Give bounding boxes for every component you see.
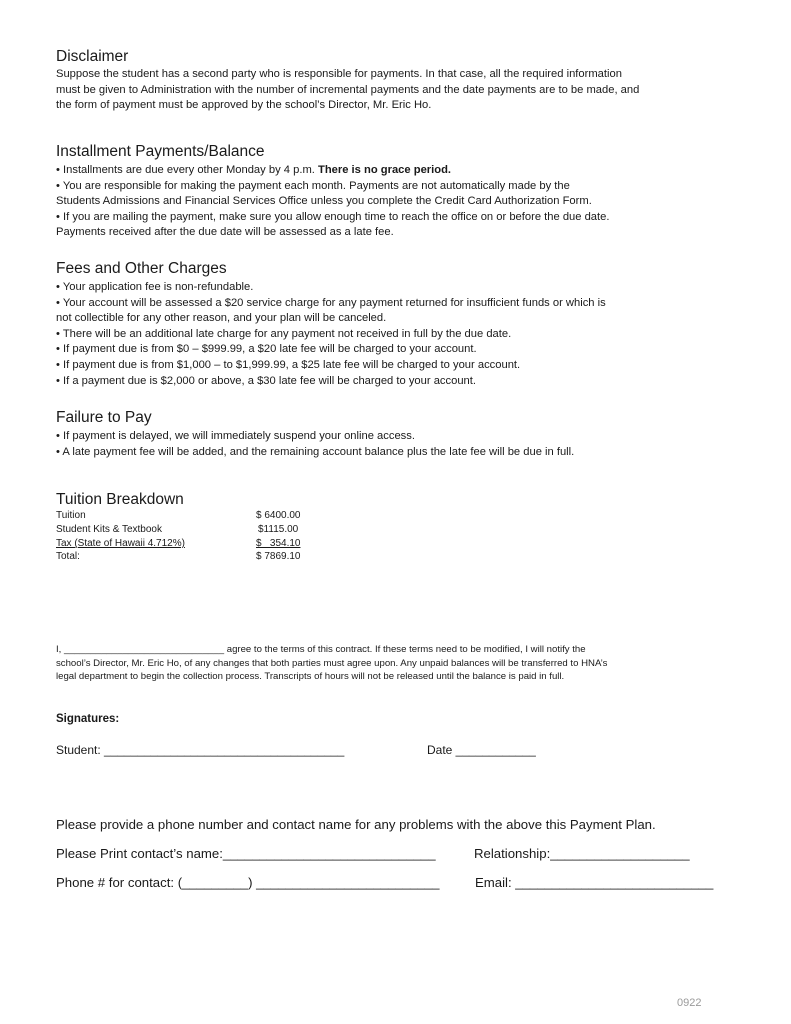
contact-name-field[interactable]: Please Print contact’s name:_____________________________ [56, 846, 436, 861]
date-field[interactable]: Date ____________ [427, 743, 536, 757]
fees-section [56, 260, 736, 389]
tuition-label: Tuition [56, 510, 86, 521]
text-line: school’s Director, Mr. Eric Ho, of any changes that both parties must agree upon. Any unpaid balances will be transferred to HNA’s [56, 657, 608, 669]
tuition-value: $ 6400.00 [256, 510, 301, 521]
text-line: must be given to Administration with the number of incremental payments and the date payments are to be made, and [56, 83, 640, 96]
text-line: • If a payment due is $2,000 or above, a $30 late fee will be charged to your account. [56, 374, 476, 387]
failure-section [56, 409, 736, 460]
text-line: the form of payment must be approved by the school’s Director, Mr. Eric Ho. [56, 99, 432, 112]
contact-intro: Please provide a phone number and contact name for any problems with the above this Payment Plan. [56, 817, 656, 832]
tuition-value: $ 354.10 [256, 538, 301, 549]
text-line: I, ______________________________ agree to the terms of this contract. If these terms need to be modified, I will notify the [56, 644, 586, 655]
disclaimer-section [56, 48, 736, 114]
text-line [56, 163, 736, 179]
student-signature-field[interactable]: Student: ____________________________________ [56, 743, 345, 757]
text-line: • If payment due is from $1,000 – to $1,999.99, a $25 late fee will be charged to your account. [56, 358, 521, 371]
text-line: Students Admissions and Financial Services Office unless you complete the Credit Card Authorization Form. [56, 195, 592, 208]
signatures-heading: Signatures: [56, 713, 120, 725]
tuition-label: Tax (State of Hawaii 4.712%) [56, 538, 185, 549]
fees-heading: Fees and Other Charges [56, 260, 227, 277]
disclaimer-text [56, 67, 736, 114]
fees-text [56, 280, 736, 389]
tuition-value: $1115.00 [258, 524, 299, 535]
text-line: • If payment due is from $0 – $999.99, a $20 late fee will be charged to your account. [56, 343, 477, 356]
installments-due-text: • Installments are due every other Monday by 4 p.m. [56, 164, 318, 176]
installments-text [56, 163, 736, 241]
text-line: • Your application fee is non-refundable. [56, 281, 254, 293]
relationship-field[interactable]: Relationship:___________________ [474, 846, 690, 861]
text-line: legal department to begin the collection process. Transcripts of hours will not be released until the balance is paid in full. [56, 671, 565, 683]
text-line: Suppose the student has a second party who is responsible for payments. In that case, all the required information [56, 68, 622, 80]
text-line: • Your account will be assessed a $20 service charge for any payment returned for insufficient funds or which is [56, 296, 606, 309]
agreement-text [56, 643, 746, 684]
failure-text [56, 429, 736, 460]
text-line: • A late payment fee will be added, and the remaining account balance plus the late fee will be due in full. [56, 445, 575, 458]
text-line: • If you are mailing the payment, make sure you allow enough time to reach the office on or before the due date. [56, 210, 610, 223]
text-line: Payments received after the due date will be assessed as a late fee. [56, 226, 394, 239]
page-number: 0922 [677, 997, 702, 1009]
no-grace-period-text: There is no grace period. [317, 164, 452, 176]
installments-section [56, 143, 736, 241]
tuition-label: Total: [56, 551, 80, 562]
phone-field[interactable]: Phone # for contact: (_________) _________________________ [56, 875, 440, 890]
failure-heading: Failure to Pay [56, 409, 152, 426]
tuition-heading: Tuition Breakdown [56, 491, 184, 508]
text-line: • There will be an additional late charge for any payment not received in full by the due date. [56, 327, 512, 340]
text-line: • If payment is delayed, we will immediately suspend your online access. [56, 430, 415, 442]
text-line: not collectible for any other reason, and your plan will be canceled. [56, 312, 387, 325]
tuition-section [56, 491, 736, 509]
tuition-label: Student Kits & Textbook [56, 524, 162, 535]
installments-heading: Installment Payments/Balance [56, 143, 265, 160]
tuition-value: $ 7869.10 [256, 551, 301, 562]
disclaimer-heading: Disclaimer [56, 48, 129, 65]
email-field[interactable]: Email: ___________________________ [475, 875, 714, 890]
text-line: • You are responsible for making the payment each month. Payments are not automatically made by the [56, 179, 570, 192]
